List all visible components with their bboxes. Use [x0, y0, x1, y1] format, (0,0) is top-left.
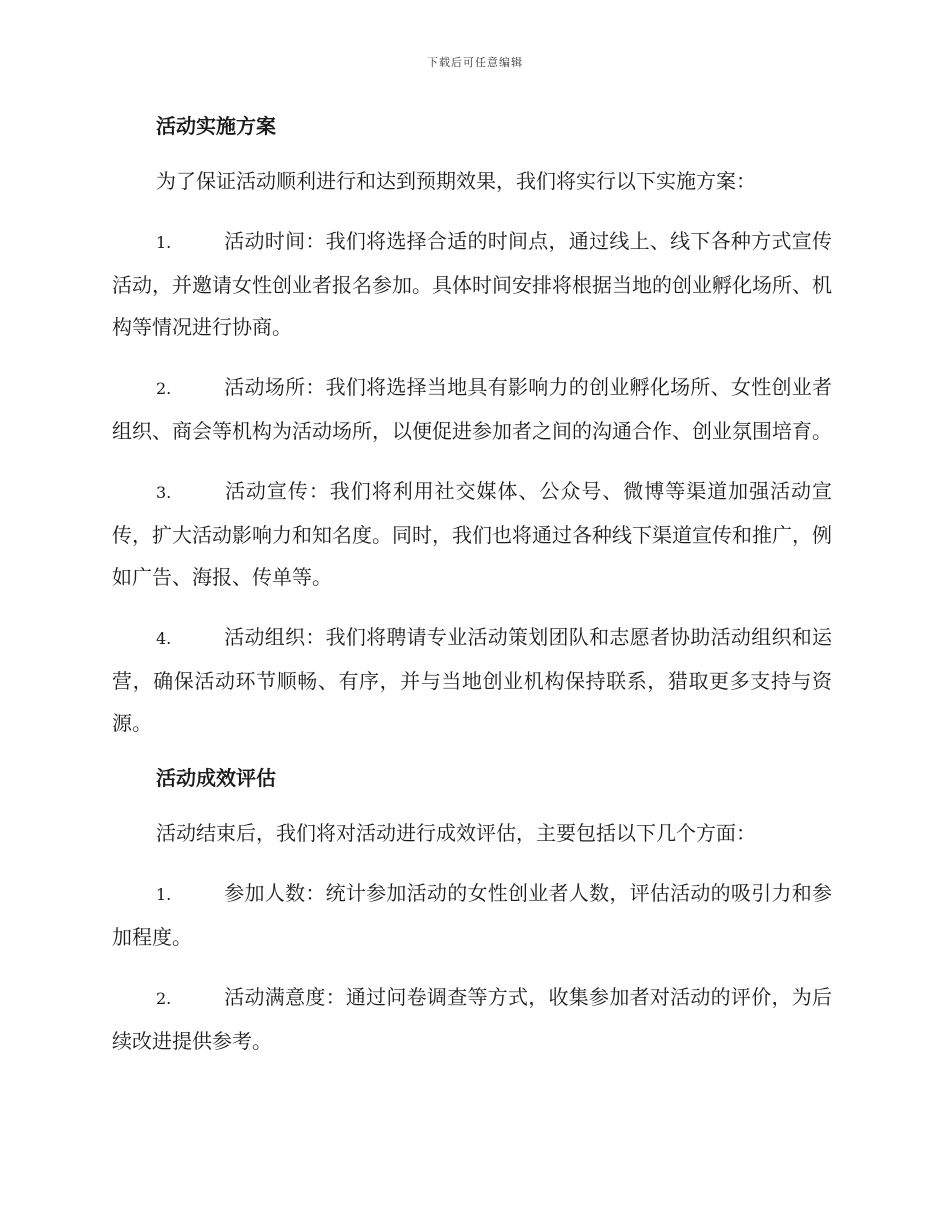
list-item [112, 470, 832, 598]
list-item [112, 976, 832, 1062]
list-item [112, 220, 832, 348]
section-intro-implementation: 为了保证活动顺利进行和达到预期效果，我们将实行以下实施方案： [156, 169, 756, 193]
list-item-text: 活动组织：我们将聘请专业活动策划团队和志愿者协助活动组织和运营，确保活动环节顺畅、有序，并与当地创业机构保持联系，猎取更多支持与资源。 [112, 625, 832, 735]
list-item-text: 参加人数：统计参加活动的女性创业者人数，评估活动的吸引力和参加程度。 [112, 881, 832, 949]
list-item-text: 活动宣传：我们将利用社交媒体、公众号、微博等渠道加强活动宣传，扩大活动影响力和知名度。同时，我们也将通过各种线下渠道宣传和推广，例如广告、海报、传单等。 [112, 479, 832, 589]
list-item-number: 1. [156, 233, 172, 252]
list-item-number: 2. [156, 989, 172, 1008]
list-item-number: 4. [156, 629, 172, 648]
list-item [112, 366, 832, 452]
list-item-number: 3. [156, 483, 172, 502]
section-heading-evaluation: 活动成效评估 [156, 766, 276, 790]
list-item-number: 2. [156, 379, 172, 398]
list-item-text: 活动场所：我们将选择当地具有影响力的创业孵化场所、女性创业者组织、商会等机构为活动场所，以便促进参加者之间的沟通合作、创业氛围培育。 [112, 375, 832, 443]
list-item [112, 872, 832, 958]
list-item [112, 616, 832, 744]
list-item-text: 活动满意度：通过问卷调查等方式，收集参加者对活动的评价，为后续改进提供参考。 [112, 985, 832, 1053]
list-item-number: 1. [156, 885, 172, 904]
section-intro-evaluation: 活动结束后，我们将对活动进行成效评估，主要包括以下几个方面： [156, 821, 756, 845]
list-item-text: 活动时间：我们将选择合适的时间点，通过线上、线下各种方式宣传活动，并邀请女性创业者报名参加。具体时间安排将根据当地的创业孵化场所、机构等情况进行协商。 [112, 229, 832, 339]
section-heading-implementation: 活动实施方案 [156, 114, 276, 138]
document-body [112, 110, 832, 1062]
header-note: 下载后可任意编辑 [427, 56, 523, 69]
